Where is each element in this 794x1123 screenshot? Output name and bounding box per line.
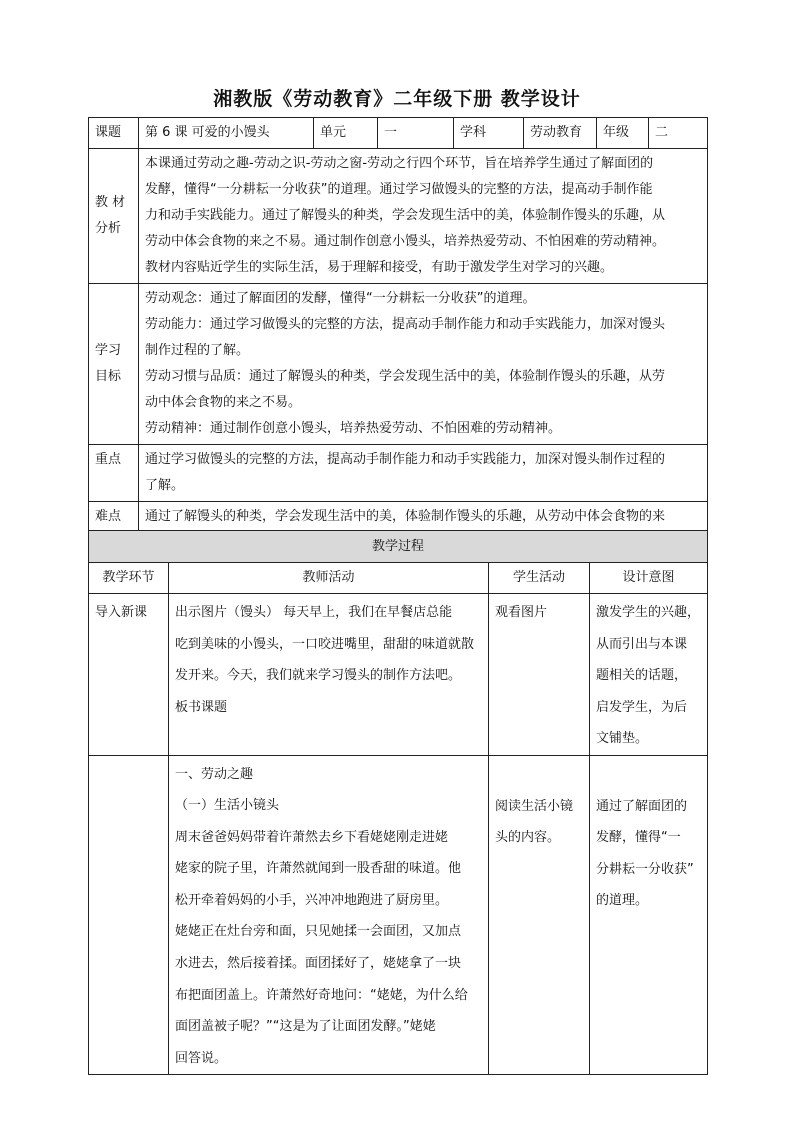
page-title: 湘教版《劳动教育》二年级下册 教学设计 bbox=[213, 88, 581, 110]
teacher-line: 松开牵着妈妈的小手，兴冲冲地跑进了厨房里。 bbox=[175, 892, 449, 908]
analysis-line: 本课通过劳动之趣-劳动之识-劳动之窗-劳动之行四个环节，旨在培养学生通过了解面团的 bbox=[145, 156, 654, 171]
subject-label: 学科 bbox=[454, 118, 524, 149]
goal-line: 动中体会食物的来之不易。 bbox=[145, 395, 302, 410]
course-label: 课题 bbox=[89, 118, 139, 149]
goal-line: 劳动精神：通过制作创意小馒头，培养热爱劳动、不怕困难的劳动精神。 bbox=[145, 421, 562, 436]
intent-line: 分耕耘一分收获” bbox=[596, 861, 694, 877]
process-row-intro bbox=[89, 594, 708, 756]
info-row bbox=[89, 118, 708, 149]
key-point-line: 了解。 bbox=[145, 478, 185, 493]
teacher-line: 姥家的院子里，许萧然就闻到一股香甜的味道。他 bbox=[175, 861, 462, 877]
key-point-line: 通过学习做馒头的完整的方法，提高动手制作能力和动手实践能力，加深对馒头制作过程的 bbox=[145, 452, 666, 467]
analysis-row bbox=[89, 149, 708, 284]
goal-line: 制作过程的了解。 bbox=[145, 343, 250, 358]
teacher-line: 水进去，然后接着揉。面团揉好了，姥姥拿了一块 bbox=[175, 956, 462, 972]
stage-cell: 导入新课 bbox=[89, 594, 169, 756]
lesson-info-table bbox=[88, 117, 708, 559]
header-stage: 教学环节 bbox=[89, 563, 169, 594]
goals-label-line1: 学习 bbox=[95, 343, 122, 358]
teacher-line: 回答说。 bbox=[175, 1050, 228, 1066]
teacher-line: 板书课题 bbox=[175, 699, 228, 715]
student-line: 头的内容。 bbox=[495, 830, 561, 845]
teacher-line: 姥姥正在灶台旁和面，只见她揉一会面团，又加点 bbox=[175, 924, 462, 940]
intent-line: 从而引出与本课 bbox=[596, 636, 688, 652]
subject-value: 劳动教育 bbox=[524, 118, 597, 149]
difficulty-line: 通过了解馒头的种类，学会发现生活中的美，体验制作馒头的乐趣，从劳动中体会食物的来 bbox=[145, 509, 666, 524]
teacher-line: （一）生活小镜头 bbox=[175, 798, 280, 814]
teacher-line: 布把面团盖上。许萧然好奇地问：“姥姥，为什么给 bbox=[175, 987, 468, 1003]
goal-line: 劳动观念：通过了解面团的发酵，懂得“一分耕耘一分收获”的道理。 bbox=[145, 291, 536, 306]
intent-line: 激发学生的兴趣， bbox=[596, 605, 701, 620]
teacher-line: 出示图片（馒头） 每天早上，我们在早餐店总能 bbox=[175, 605, 453, 620]
teaching-process-table bbox=[88, 530, 708, 1075]
analysis-line: 劳动中体会食物的来之不易。通过制作创意小馒头，培养热爱劳动、不怕困难的劳动精神。 bbox=[145, 234, 666, 249]
process-band-row bbox=[89, 531, 708, 563]
teacher-line: 面团盖被子呢？”“这是为了让面团发酵。”姥姥 bbox=[175, 1019, 436, 1035]
header-student: 学生活动 bbox=[489, 563, 590, 594]
header-intent: 设计意图 bbox=[590, 563, 708, 594]
analysis-line: 发酵，懂得“一分耕耘一分收获”的道理。通过学习做馒头的完整的方法，提高动手制作能 bbox=[145, 182, 653, 197]
analysis-content bbox=[139, 149, 708, 284]
header-teacher: 教师活动 bbox=[169, 563, 489, 594]
goals-label bbox=[89, 284, 139, 445]
student-activity-cell bbox=[489, 755, 590, 1075]
process-header-row bbox=[89, 563, 708, 594]
key-point-row bbox=[89, 445, 708, 502]
student-line: 观看图片 bbox=[495, 605, 548, 620]
goals-label-line2: 目标 bbox=[95, 369, 122, 384]
intent-line: 启发学生，为后 bbox=[596, 699, 688, 715]
goal-line: 劳动能力：通过学习做馒头的完整的方法，提高动手制作能力和动手实践能力，加深对馒头 bbox=[145, 317, 666, 332]
student-line: 阅读生活小镜 bbox=[495, 798, 574, 814]
grade-label: 年级 bbox=[597, 118, 649, 149]
intent-line: 文铺垫。 bbox=[596, 731, 649, 746]
unit-label: 单元 bbox=[314, 118, 378, 149]
goals-row bbox=[89, 284, 708, 445]
analysis-line: 教材内容贴近学生的实际生活，易于理解和接受，有助于激发学生对学习的兴趣。 bbox=[145, 260, 614, 275]
analysis-label-line2: 分析 bbox=[95, 221, 122, 236]
goal-line: 劳动习惯与品质：通过了解馒头的种类，学会发现生活中的美，体验制作馒头的乐趣，从劳 bbox=[145, 369, 666, 384]
student-activity-cell bbox=[489, 594, 590, 756]
key-point-content bbox=[139, 445, 708, 502]
teacher-line: 一、劳动之趣 bbox=[175, 766, 254, 782]
design-intent-cell bbox=[590, 594, 708, 756]
teacher-activity-cell bbox=[169, 594, 489, 756]
difficulty-label: 难点 bbox=[89, 502, 139, 559]
course-value: 第 6 课 可爱的小馒头 bbox=[139, 118, 314, 149]
stage-cell bbox=[89, 755, 169, 1075]
process-row-fun bbox=[89, 755, 708, 1075]
teacher-line: 发开来。今天，我们就来学习馒头的制作方法吧。 bbox=[175, 668, 462, 683]
intent-line: 通过了解面团的 bbox=[596, 798, 688, 814]
teacher-line: 周末爸爸妈妈带着许萧然去乡下看姥姥刚走进姥 bbox=[175, 829, 449, 845]
analysis-line: 力和动手实践能力。通过了解馒头的种类，学会发现生活中的美，体验制作馒头的乐趣，从 bbox=[145, 208, 666, 223]
analysis-label bbox=[89, 149, 139, 284]
grade-value: 二 bbox=[649, 118, 708, 149]
unit-value: 一 bbox=[378, 118, 454, 149]
intent-line: 题相关的话题， bbox=[596, 668, 688, 683]
design-intent-cell bbox=[590, 755, 708, 1075]
process-band-title: 教学过程 bbox=[89, 531, 708, 563]
analysis-label-line1: 教 材 bbox=[95, 195, 126, 210]
key-point-label: 重点 bbox=[89, 445, 139, 502]
goals-content bbox=[139, 284, 708, 445]
intent-line: 的道理。 bbox=[596, 893, 649, 908]
intent-line: 发酵，懂得“一 bbox=[596, 830, 681, 845]
teacher-activity-cell bbox=[169, 755, 489, 1075]
teacher-line: 吃到美味的小馒头，一口咬进嘴里，甜甜的味道就散 bbox=[175, 636, 475, 652]
